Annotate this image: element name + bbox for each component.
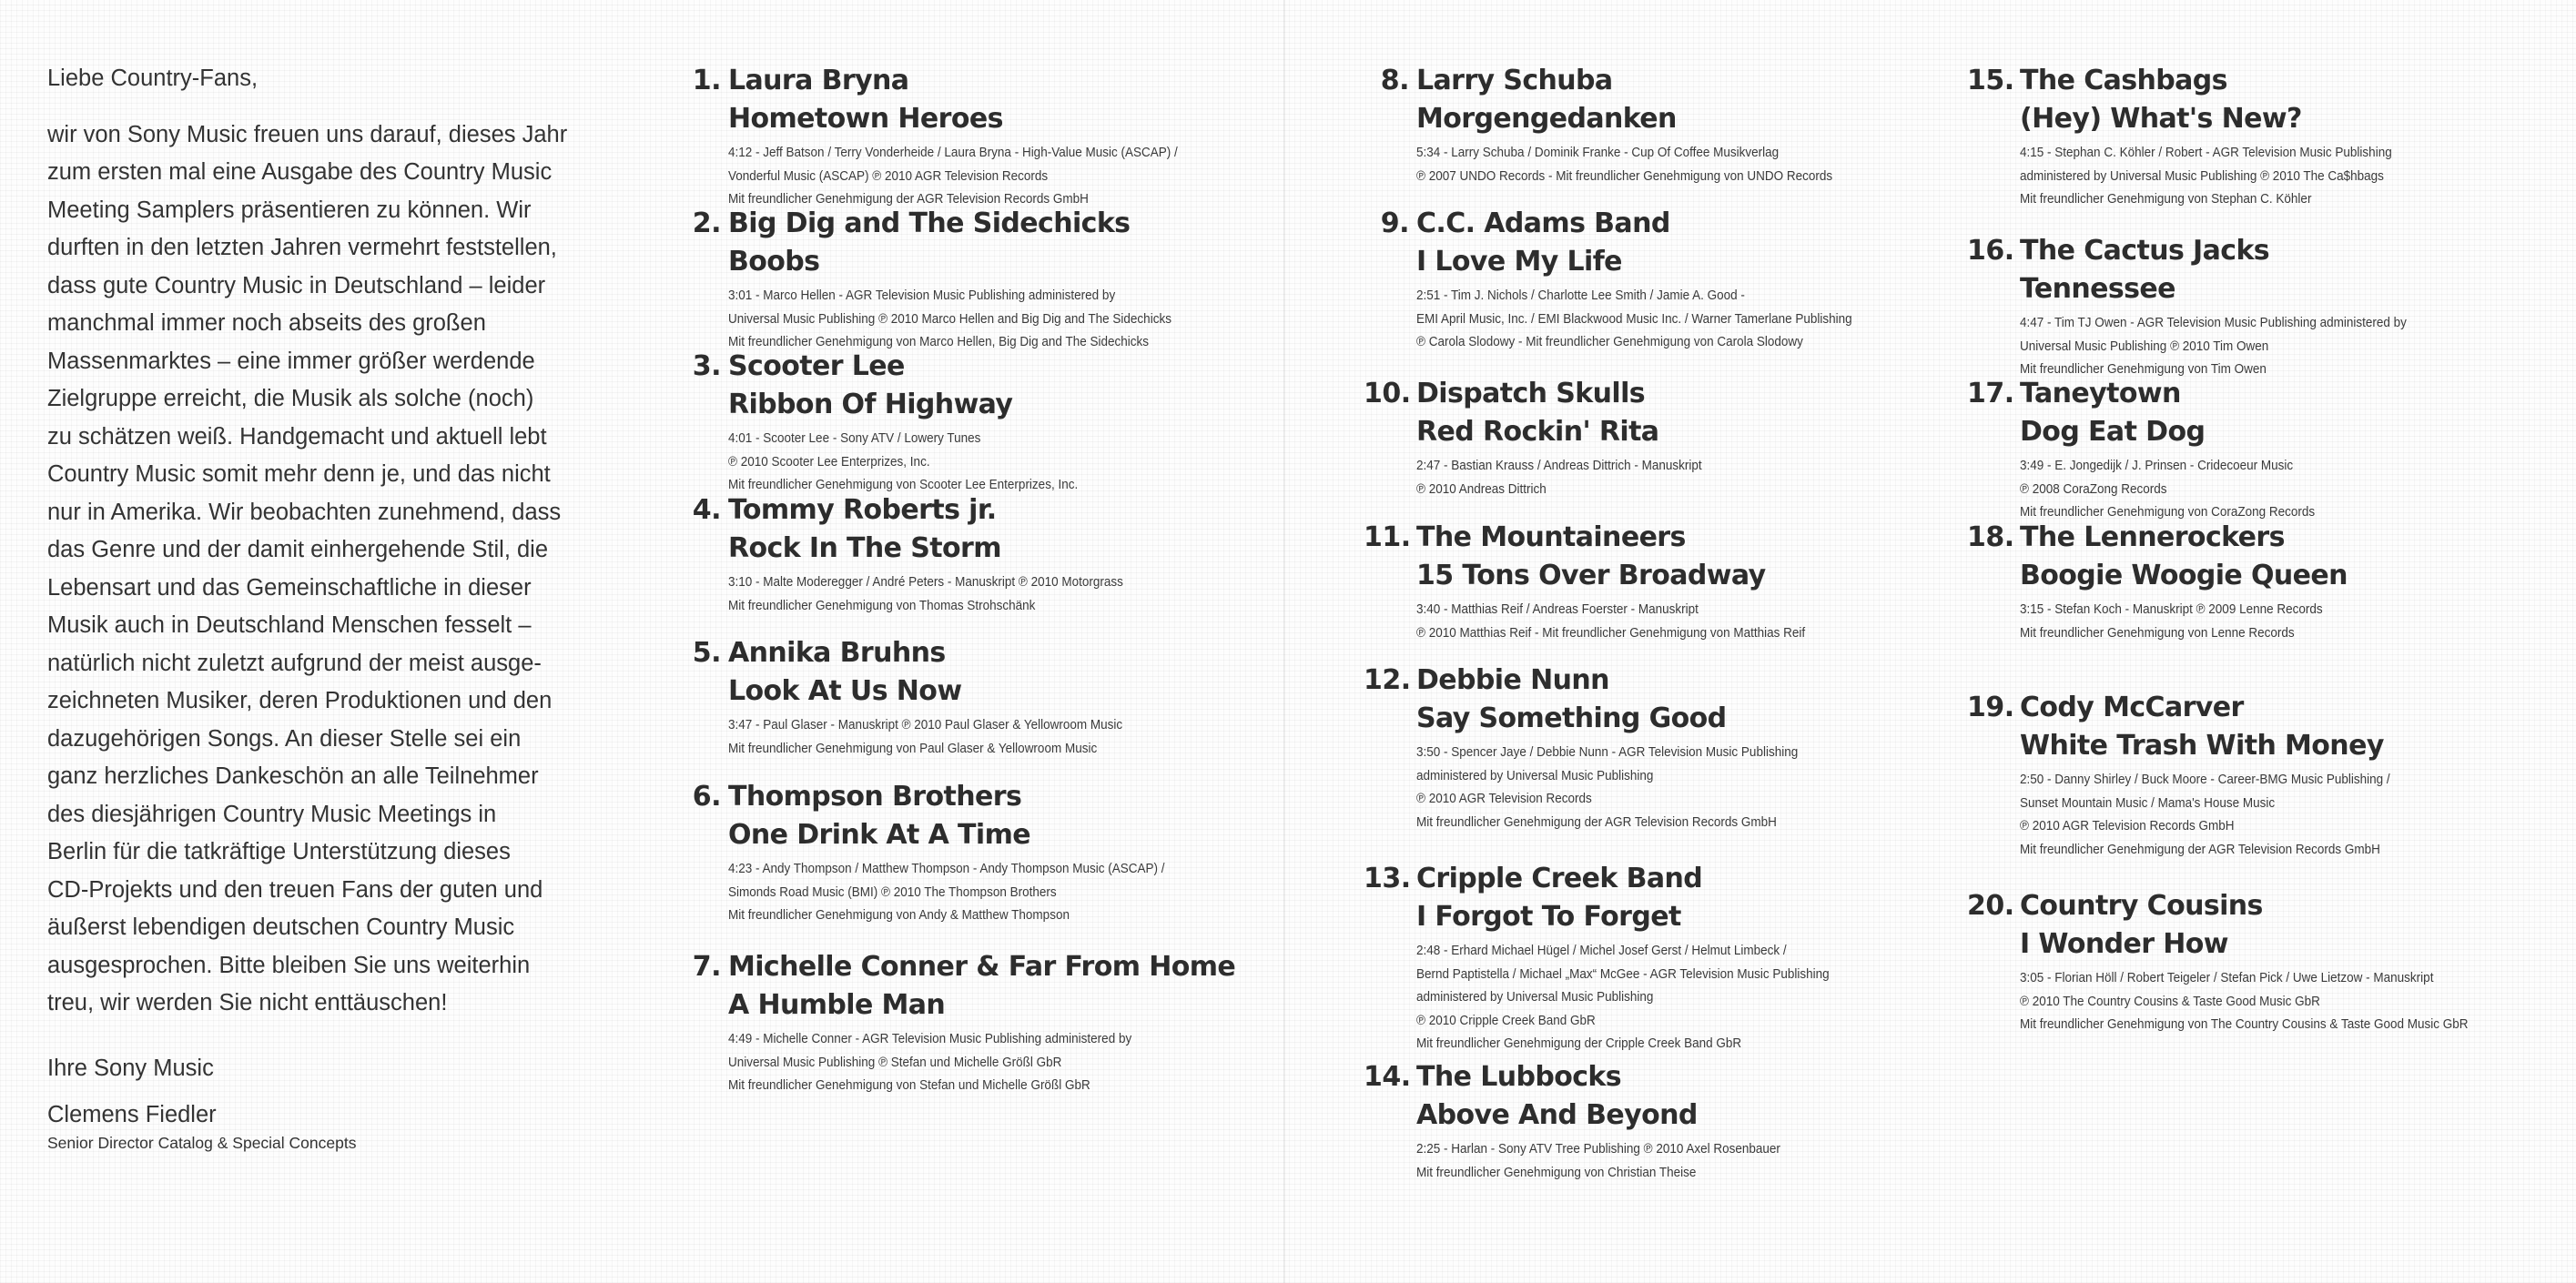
track-credit-line: 4:47 - Tim TJ Owen - AGR Television Music Publishing administered by [2020,315,2407,330]
track-entry [1967,887,2518,1036]
track-credit-line: Mit freundlicher Genehmigung der AGR Television Records GmbH [2020,841,2380,857]
track-number: 1. [692,65,721,96]
track-credit-line: ℗ 2010 Andreas Dittrich [1416,480,1547,497]
track-artist: Debbie Nunn [1416,664,1609,696]
letter-line: Massenmarktes – eine immer größer werdende [47,348,535,374]
track-credit-line: ℗ 2008 CoraZong Records [2020,480,2167,497]
track-artist: Cripple Creek Band [1416,863,1703,894]
letter-line: Country Music somit mehr denn je, und das nicht [47,461,551,487]
letter-signer-role: Senior Director Catalog & Special Concepts [47,1133,357,1152]
track-artist: The Mountaineers [1416,521,1686,553]
track-credits [1416,454,1702,500]
letter-line: ausgesprochen. Bitte bleiben Sie uns weiterhin [47,952,531,978]
track-credit-line: Mit freundlicher Genehmigung von Stefan und Michelle Größl GbR [728,1077,1090,1093]
track-credit-line: Mit freundlicher Genehmigung von Stephan C. Köhler [2020,191,2312,207]
track-credit-line: Universal Music Publishing ℗ 2010 Marco Hellen and Big Dig and The Sidechicks [728,310,1171,327]
track-credit-line: Simonds Road Music (BMI) ℗ 2010 The Thompson Brothers [728,884,1057,900]
track-credits [728,427,1078,497]
letter-line: Meeting Samplers präsentieren zu können. Wir [47,197,532,223]
track-number: 13. [1364,863,1411,894]
track-credit-line: Mit freundlicher Genehmigung von Andy & Matthew Thompson [728,907,1070,923]
track-credit-line: Mit freundlicher Genehmigung von Christian Theise [1416,1164,1697,1180]
track-entry [685,62,1228,211]
track-entry [1364,662,1841,833]
track-credits [1416,141,1832,187]
track-title: Morgengedanken [1416,103,1677,135]
track-title: 15 Tons Over Broadway [1416,560,1766,591]
track-number: 3. [692,350,721,382]
track-credit-line: administered by Universal Music Publishing [1416,767,1654,783]
letter-line: nur in Amerika. Wir beobachten zunehmend, dass [47,499,562,525]
track-credit-line: 3:15 - Stefan Koch - Manuskript ℗ 2009 Lenne Records [2020,601,2323,617]
track-credit-line: Mit freundlicher Genehmigung von Thomas Strohschänk [728,597,1036,613]
track-credit-line: 3:10 - Malte Moderegger / André Peters - Manuskript ℗ 2010 Motorgrass [728,574,1123,590]
track-credit-line: 5:34 - Larry Schuba / Dominik Franke - Cup Of Coffee Musikverlag [1416,145,1780,160]
track-number: 6. [692,781,721,813]
track-credit-line: Universal Music Publishing ℗ 2010 Tim Owen [2020,338,2269,354]
track-artist: Big Dig and The Sidechicks [728,207,1131,239]
track-credit-line: 2:47 - Bastian Krauss / Andreas Dittrich - Manuskript [1416,458,1702,473]
track-credit-line: Sunset Mountain Music / Mama's House Music [2020,794,2276,811]
track-title: Boogie Woogie Queen [2020,560,2348,591]
track-entry [685,778,1213,927]
track-credit-line: ℗ Carola Slodowy - Mit freundlicher Genehmigung von Carola Slodowy [1416,334,1803,349]
track-number: 19. [1967,692,2014,723]
track-credit-line: 3:50 - Spencer Jaye / Debbie Nunn - AGR Television Music Publishing [1416,744,1799,760]
track-credit-line: Mit freundlicher Genehmigung der AGR Television Records GmbH [728,191,1089,207]
letter-closing: Ihre Sony Music [47,1055,214,1081]
track-entry [1364,519,1849,644]
track-entry [1364,1058,1820,1184]
track-credit-line: EMI April Music, Inc. / EMI Blackwood Music Inc. / Warner Tamerlane Publishing [1416,310,1852,327]
track-credit-line: Mit freundlicher Genehmigung von Paul Glaser & Yellowroom Music [728,740,1098,756]
letter-body [47,116,621,1023]
track-number: 9. [1380,207,1409,239]
track-artist: Country Cousins [2020,890,2263,922]
track-credit-line: Mit freundlicher Genehmigung der AGR Television Records GmbH [1416,813,1777,830]
track-credit-line: Mit freundlicher Genehmigung von Marco Hellen, Big Dig and The Sidechicks [728,334,1149,349]
track-credit-line: 2:50 - Danny Shirley / Buck Moore - Career-BMG Music Publishing / [2020,772,2390,787]
track-title: Above And Beyond [1416,1099,1698,1131]
track-credit-line: administered by Universal Music Publishing ℗ 2010 The Ca$hbags [2020,167,2384,184]
track-credit-line: ℗ 2010 AGR Television Records GmbH [2020,818,2235,833]
letter-column [47,60,621,1155]
track-artist: Scooter Lee [728,350,905,382]
letter-line: äußerst lebendigen deutschen Country Music [47,914,515,940]
track-entry [1967,689,2431,861]
track-number: 14. [1364,1061,1411,1093]
track-credit-line: 2:25 - Harlan - Sony ATV Tree Publishing ℗ 2010 Axel Rosenbauer [1416,1141,1780,1157]
track-credit-line: ℗ 2010 Matthias Reif - Mit freundlicher Genehmigung von Matthias Reif [1416,624,1806,641]
letter-line: ganz herzliches Dankeschön an alle Teilnehmer [47,763,539,789]
track-number: 5. [692,637,721,669]
track-number: 4. [692,494,721,526]
track-entry [1967,232,2449,381]
track-credits [2020,311,2407,381]
track-credit-line: 2:51 - Tim J. Nichols / Charlotte Lee Smith / Jamie A. Good - [1416,288,1745,303]
track-artist: Dispatch Skulls [1416,378,1646,409]
track-artist: Annika Bruhns [728,637,946,669]
track-title: A Humble Man [728,989,946,1021]
track-entry [1364,860,1875,1056]
fold-line [1283,0,1285,1283]
track-credit-line: Mit freundlicher Genehmigung von Lenne Records [2020,624,2295,641]
track-credit-line: 3:47 - Paul Glaser - Manuskript ℗ 2010 Paul Glaser & Yellowroom Music [728,717,1123,732]
track-credit-line: Bernd Paptistella / Michael „Max“ McGee - AGR Television Music Publishing [1416,965,1830,982]
track-title: Hometown Heroes [728,103,1003,135]
track-entry [1364,375,1733,500]
track-credit-line: Vonderful Music (ASCAP) ℗ 2010 AGR Television Records [728,167,1049,184]
track-credit-line: 3:01 - Marco Hellen - AGR Television Music Publishing administered by [728,288,1116,303]
track-credit-line: 3:49 - E. Jongedijk / J. Prinsen - Cridecoeur Music [2020,458,2294,473]
track-artist: The Lubbocks [1416,1061,1622,1093]
letter-line: zu schätzen weiß. Handgemacht und aktuell lebt [47,423,547,450]
track-artist: Cody McCarver [2020,692,2244,723]
track-credits [728,713,1122,760]
track-number: 16. [1967,235,2014,267]
track-credits [728,284,1171,354]
track-title: Red Rockin' Rita [1416,416,1659,448]
track-credit-line: Mit freundlicher Genehmigung von CoraZong Records [2020,504,2316,520]
track-credit-line: administered by Universal Music Publishing [1416,989,1654,1005]
track-number: 11. [1364,521,1411,553]
track-credit-line: Universal Music Publishing ℗ Stefan und Michelle Größl GbR [728,1054,1062,1070]
track-artist: Taneytown [2020,378,2181,409]
track-title: I Forgot To Forget [1416,901,1681,933]
letter-line: das Genre und der damit einhergehende Stil, die [47,537,549,562]
track-artist: The Cactus Jacks [2020,235,2270,267]
letter-line: zeichneten Musiker, deren Produktionen und den [47,688,553,713]
track-entry [1967,62,2433,211]
track-title: Say Something Good [1416,702,1727,734]
letter-line: Musik auch in Deutschland Menschen fesselt – [47,612,532,638]
track-credit-line: 4:15 - Stephan C. Köhler / Robert - AGR Television Music Publishing [2020,145,2392,160]
track-credit-line: 4:23 - Andy Thompson / Matthew Thompson - Andy Thompson Music (ASCAP) / [728,861,1165,876]
letter-line: wir von Sony Music freuen uns darauf, dieses Jahr [47,121,568,147]
track-number: 2. [692,207,721,239]
track-credit-line: ℗ 2007 UNDO Records - Mit freundlicher Genehmigung von UNDO Records [1416,167,1833,184]
letter-line: Zielgruppe erreicht, die Musik als solche (noch) [47,386,534,411]
track-title: Rock In The Storm [728,532,1001,564]
letter-greeting: Liebe Country-Fans, [47,66,259,91]
track-credit-line: 4:49 - Michelle Conner - AGR Television Music Publishing administered by [728,1031,1132,1046]
letter-line: durften in den letzten Jahren vermehrt feststellen, [47,235,557,260]
track-number: 17. [1967,378,2014,409]
letter-line: dazugehörigen Songs. An dieser Stelle sei ein [47,725,522,752]
letter-line: des diesjährigen Country Music Meetings in [47,801,497,827]
letter-line: natürlich nicht zuletzt aufgrund der meist ausge- [47,650,542,676]
track-title: Tennessee [2020,273,2175,305]
track-credits [2020,598,2323,644]
track-credits [1416,939,1830,1056]
track-number: 10. [1364,378,1411,409]
track-artist: C.C. Adams Band [1416,207,1670,239]
letter-line: CD-Projekts und den treuen Fans der guten und [47,876,543,903]
track-artist: The Lennerockers [2020,521,2285,553]
track-credits [728,571,1123,617]
track-credit-line: ℗ 2010 Cripple Creek Band GbR [1416,1012,1596,1028]
track-credit-line: ℗ 2010 The Country Cousins & Taste Good Music GbR [2020,993,2320,1009]
track-artist: Thompson Brothers [728,781,1022,813]
track-credit-line: Mit freundlicher Genehmigung von Tim Owen [2020,361,2267,377]
track-artist: Larry Schuba [1416,65,1613,96]
track-title: I Wonder How [2020,928,2228,960]
letter-line: treu, wir werden Sie nicht enttäuschen! [47,990,448,1015]
track-title: Ribbon Of Highway [728,389,1013,420]
track-number: 12. [1364,664,1411,696]
track-credit-line: Mit freundlicher Genehmigung von Scooter Lee Enterprizes, Inc. [728,477,1079,492]
track-entry [1967,375,2348,524]
track-credit-line: 3:05 - Florian Höll / Robert Teigeler / Stefan Pick / Uwe Lietzow - Manuskript [2020,970,2434,985]
track-number: 15. [1967,65,2014,96]
track-credits [2020,768,2390,861]
track-credit-line: 4:12 - Jeff Batson / Terry Vonderheide / Laura Bryna - High-Value Music (ASCAP) / [728,145,1178,160]
track-credits [728,141,1178,211]
track-entry [1373,62,1879,187]
letter-line: zum ersten mal eine Ausgabe des Country Music [47,159,553,185]
track-artist: Tommy Roberts jr. [728,494,997,526]
track-credits [1416,598,1805,644]
track-entry [685,491,1167,617]
track-title: One Drink At A Time [728,819,1031,851]
track-credits [1416,1137,1780,1184]
track-credit-line: Mit freundlicher Genehmigung von The Country Cousins & Taste Good Music GbR [2020,1016,2469,1032]
track-entry [1967,519,2357,644]
track-credits [2020,141,2392,211]
track-credits [728,857,1164,927]
track-title: (Hey) What's New? [2020,103,2302,135]
track-title: Look At Us Now [728,675,962,707]
track-number: 7. [692,951,721,983]
track-credits [2020,966,2468,1036]
track-artist: Laura Bryna [728,65,909,96]
track-artist: Michelle Conner & Far From Home [728,951,1236,983]
track-credits [1416,284,1852,354]
track-credits [1416,741,1798,833]
track-credit-line: ℗ 2010 Scooter Lee Enterprizes, Inc. [728,453,930,470]
letter-line: manchmal immer noch abseits des großen [47,310,486,336]
track-credits [2020,454,2315,524]
track-title: White Trash With Money [2020,730,2384,762]
track-credit-line: Mit freundlicher Genehmigung der Cripple Creek Band GbR [1416,1035,1742,1051]
track-credits [728,1027,1184,1097]
track-entry [685,205,1221,354]
track-entry [685,948,1235,1097]
track-title: Dog Eat Dog [2020,416,2206,448]
letter-line: Berlin für die tatkräftige Unterstützung dieses [47,839,511,864]
letter-line: Lebensart und das Gemeinschaftliche in dieser [47,574,532,601]
track-artist: The Cashbags [2020,65,2227,96]
track-credit-line: ℗ 2010 AGR Television Records [1416,791,1592,806]
track-number: 20. [1967,890,2014,922]
track-number: 18. [1967,521,2014,553]
track-number: 8. [1380,65,1409,96]
track-title: I Love My Life [1416,246,1622,278]
track-entry [685,634,1166,760]
track-entry [1373,205,1901,354]
track-credit-line: 2:48 - Erhard Michael Hügel / Michel Josef Gerst / Helmut Limbeck / [1416,943,1787,958]
track-title: Boobs [728,246,820,278]
track-credit-line: 4:01 - Scooter Lee - Sony ATV / Lowery Tunes [728,430,981,446]
letter-line: dass gute Country Music in Deutschland – leider [47,272,546,298]
track-credit-line: 3:40 - Matthias Reif / Andreas Foerster - Manuskript [1416,601,1699,617]
letter-signer: Clemens Fiedler [47,1102,217,1127]
track-entry [685,348,1117,497]
